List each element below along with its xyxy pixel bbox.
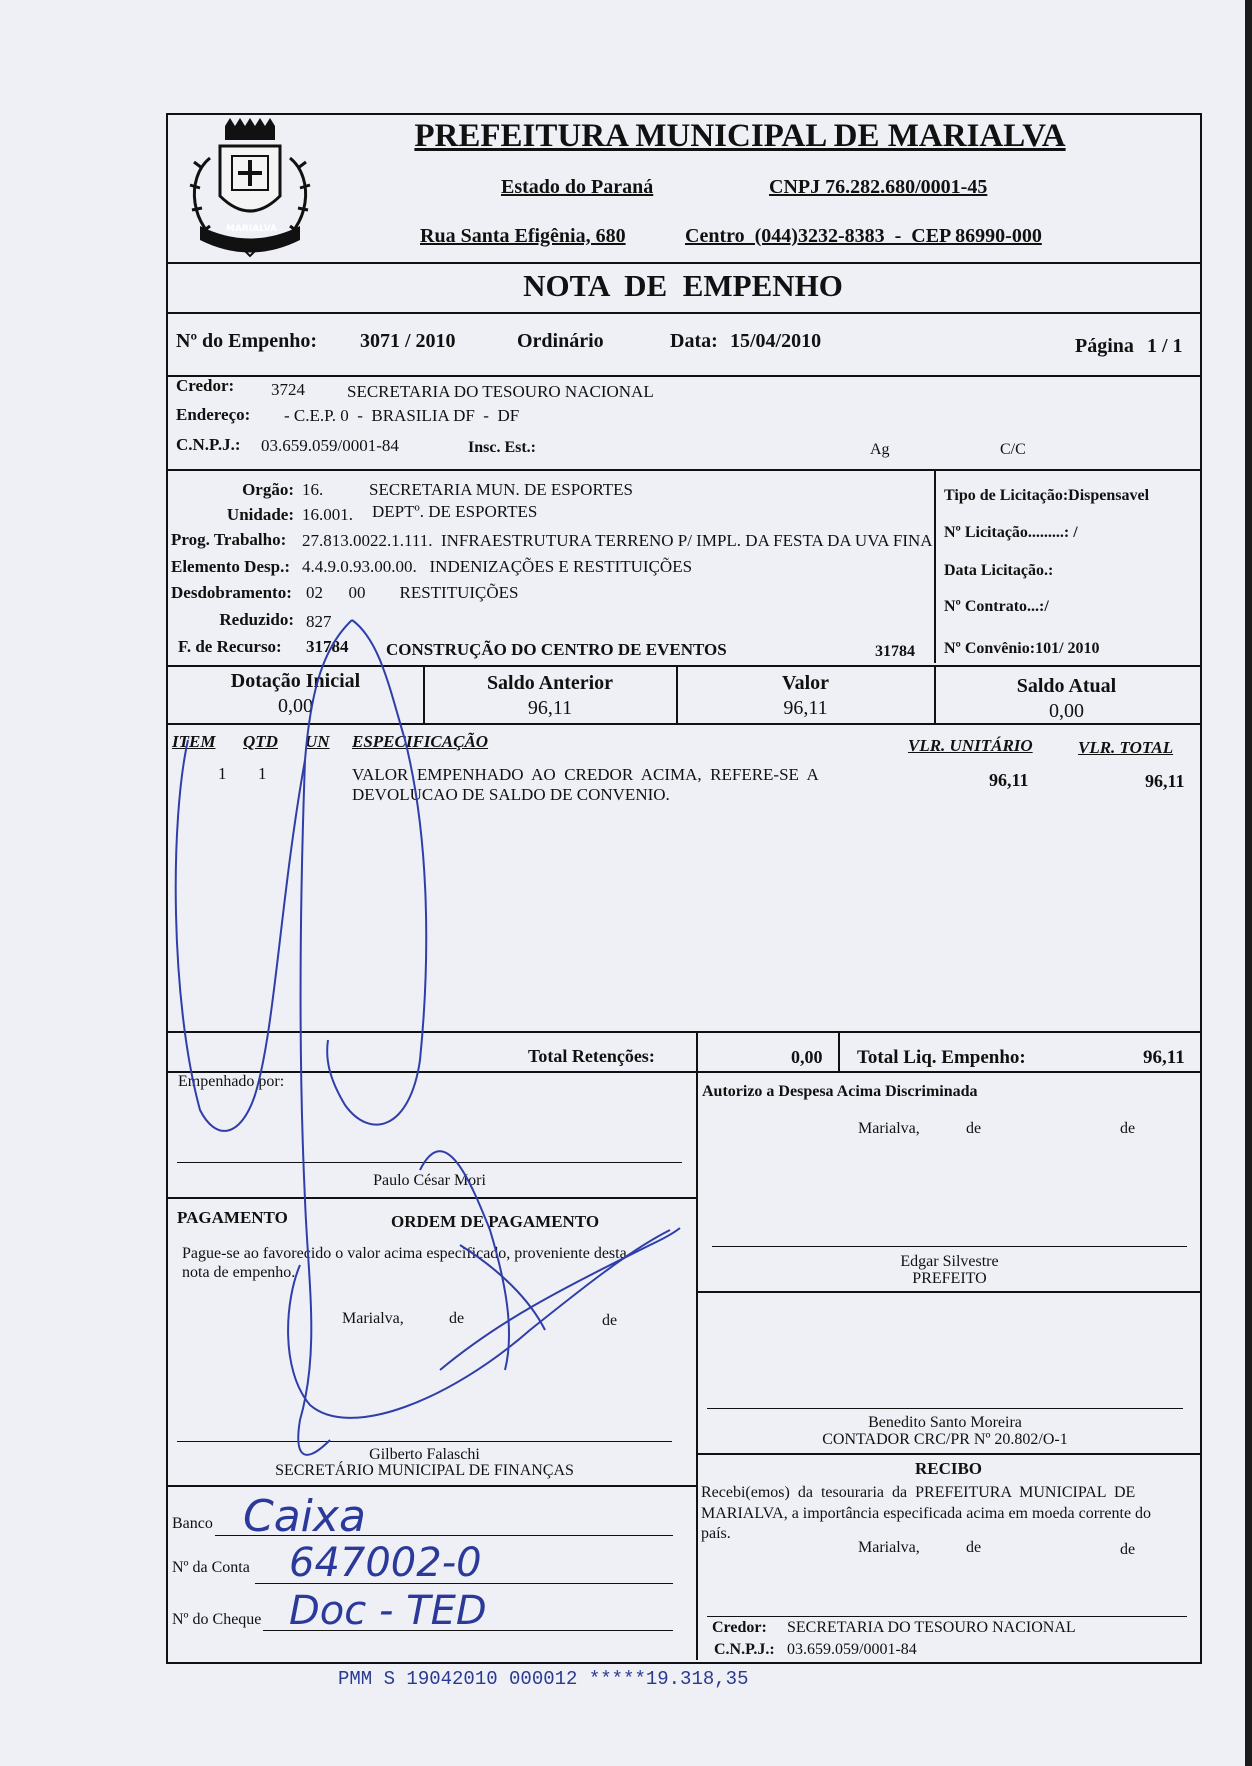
item-qtd: 1 — [258, 764, 267, 783]
empenhado-signer: Paulo César Mori — [373, 1172, 486, 1189]
recibo-cnpj-value: 03.659.059/0001-84 — [787, 1641, 917, 1658]
financas-role: SECRETÁRIO MUNICIPAL DE FINANÇAS — [275, 1462, 574, 1479]
reduzido-label: Reduzido: — [219, 610, 294, 629]
saldo-anterior-value: 96,11 — [527, 697, 573, 719]
col-vlr-unitario: VLR. UNITÁRIO — [908, 736, 1033, 755]
col-qtd: QTD — [243, 732, 278, 751]
valor-label: Valor — [781, 672, 830, 694]
cheque-handwritten: Doc - TED — [289, 1588, 487, 1634]
municipality-title: PREFEITURA MUNICIPAL DE MARIALVA — [414, 118, 1066, 154]
cheque-label: Nº do Cheque — [172, 1611, 262, 1628]
elemento-desp-label: Elemento Desp.: — [171, 557, 290, 576]
autorizo-de1: de — [966, 1120, 982, 1137]
pagamento-de1: de — [449, 1310, 465, 1327]
saldo-atual-value: 0,00 — [1049, 700, 1084, 722]
recibo-cnpj-label: C.N.P.J.: — [714, 1641, 775, 1658]
date-value: 15/04/2010 — [730, 330, 822, 352]
pagamento-city: Marialva, — [342, 1310, 404, 1327]
recibo-credor-label: Credor: — [712, 1619, 767, 1636]
municipality-cnpj: CNPJ 76.282.680/0001-45 — [769, 176, 988, 198]
crest-banner-text: MARIALVA — [226, 224, 277, 234]
unidade-label: Unidade: — [226, 505, 294, 524]
col-vlr-total: VLR. TOTAL — [1078, 738, 1174, 757]
recibo-city: Marialva, — [858, 1539, 920, 1556]
banco-label: Banco — [172, 1515, 213, 1532]
numero-contrato: Nº Contrato...:/ — [944, 598, 1049, 615]
pagamento-de2: de — [602, 1312, 618, 1329]
total-retencoes-label: Total Retenções: — [528, 1046, 655, 1066]
reduzido-value: 827 — [306, 612, 332, 631]
saldo-anterior-label: Saldo Anterior — [486, 672, 614, 694]
unidade-name: DEPTº. DE ESPORTES — [372, 502, 538, 521]
credor-name: SECRETARIA DO TESOURO NACIONAL — [347, 382, 654, 401]
total-liq-label: Total Liq. Empenho: — [857, 1047, 1026, 1068]
machine-stamp: PMM S 19042010 000012 *****19.318,35 — [338, 1668, 749, 1690]
desdobramento-label: Desdobramento: — [171, 583, 292, 602]
agency-label: Ag — [870, 441, 890, 458]
total-liq-value: 96,11 — [1143, 1047, 1185, 1068]
account-label: C/C — [1000, 441, 1026, 458]
col-item: ITEM — [172, 732, 216, 751]
banco-handwritten: Caixa — [243, 1491, 366, 1542]
orgao-code: 16. — [302, 480, 324, 499]
recibo-text-1: Recebi(emos) da tesouraria da PREFEITURA MUNICIPAL DE — [701, 1484, 1136, 1501]
credor-cnpj-value: 03.659.059/0001-84 — [261, 436, 399, 455]
autorizo-label: Autorizo a Despesa Acima Discriminada — [702, 1083, 978, 1100]
item-number: 1 — [218, 764, 227, 783]
credor-cnpj-label: C.N.P.J.: — [176, 435, 241, 454]
document-title: NOTA DE EMPENHO — [523, 268, 843, 303]
total-retencoes-value: 0,00 — [791, 1047, 823, 1067]
recibo-de2: de — [1120, 1541, 1136, 1558]
saldo-atual-label: Saldo Atual — [1016, 675, 1117, 697]
pagamento-text-1: Pague-se ao favorecido o valor acima especificado, proveniente desta — [182, 1245, 627, 1262]
recibo-de1: de — [966, 1539, 982, 1556]
contador-role: CONTADOR CRC/PR Nº 20.802/O-1 — [822, 1431, 1068, 1448]
numero-convenio: Nº Convênio:101/ 2010 — [944, 640, 1100, 657]
conta-label: Nº da Conta — [172, 1559, 250, 1576]
data-licitacao: Data Licitação.: — [944, 562, 1054, 579]
prefeito-role: PREFEITO — [912, 1270, 987, 1287]
credor-code: 3724 — [271, 380, 305, 399]
unidade-code: 16.001. — [302, 505, 353, 524]
item-espec-line2: DEVOLUCAO DE SALDO DE CONVENIO. — [352, 785, 670, 804]
date-label: Data: — [670, 330, 718, 352]
financas-signer: Gilberto Falaschi — [369, 1446, 480, 1463]
recibo-title: RECIBO — [914, 1459, 983, 1478]
empenho-type: Ordinário — [517, 330, 604, 352]
recibo-credor-value: SECRETARIA DO TESOURO NACIONAL — [787, 1619, 1076, 1636]
scan-edge — [1245, 0, 1252, 1766]
recibo-text-3: país. — [701, 1525, 731, 1542]
page-value: 1 / 1 — [1147, 335, 1183, 357]
empenho-number: 3071 / 2010 — [360, 330, 456, 352]
recurso-name: CONSTRUÇÃO DO CENTRO DE EVENTOS — [386, 640, 727, 659]
empenho-label: Nº do Empenho: — [176, 330, 318, 352]
col-especificacao: ESPECIFICAÇÃO — [352, 732, 489, 751]
municipality-address: Rua Santa Efigênia, 680 — [420, 225, 626, 247]
item-vlr-total: 96,11 — [1145, 771, 1185, 791]
col-un: UN — [305, 732, 330, 751]
endereco-label: Endereço: — [176, 405, 251, 424]
endereco-value: - C.E.P. 0 - BRASILIA DF - DF — [284, 406, 520, 425]
autorizo-city: Marialva, — [858, 1120, 920, 1137]
dotacao-inicial-label: Dotação Inicial — [230, 670, 361, 692]
tipo-licitacao: Tipo de Licitação:Dispensavel — [944, 487, 1150, 504]
recurso-label: F. de Recurso: — [178, 637, 282, 656]
elemento-desp-value: 4.4.9.0.93.00.00. INDENIZAÇÕES E RESTITUIÇÕES — [302, 557, 693, 576]
insc-est-label: Insc. Est.: — [468, 439, 537, 456]
conta-handwritten: 647002-0 — [289, 1540, 482, 1586]
municipality-contact: Centro (044)3232-8383 - CEP 86990-000 — [685, 225, 1042, 247]
contador-signer: Benedito Santo Moreira — [868, 1414, 1022, 1431]
prog-trabalho-label: Prog. Trabalho: — [171, 530, 287, 549]
page-label: Página — [1075, 335, 1134, 357]
municipal-crest — [180, 108, 320, 258]
orgao-label: Orgão: — [242, 480, 294, 499]
prog-trabalho-value: 27.813.0022.1.111. INFRAESTRUTURA TERRENO P/ IMPL. DA FESTA DA UVA FINA — [302, 531, 933, 550]
recurso-code: 31784 — [306, 637, 349, 656]
recurso-code-right: 31784 — [875, 643, 915, 660]
numero-licitacao: Nº Licitação.........: / — [944, 524, 1078, 541]
ordem-pagamento-label: ORDEM DE PAGAMENTO — [391, 1212, 600, 1231]
credor-label: Credor: — [176, 376, 235, 395]
prefeito-name: Edgar Silvestre — [900, 1253, 999, 1270]
desdobramento-value: 02 00 RESTITUIÇÕES — [306, 583, 519, 602]
pagamento-label: PAGAMENTO — [177, 1208, 288, 1227]
empenhado-label: Empenhado por: — [178, 1073, 285, 1090]
orgao-name: SECRETARIA MUN. DE ESPORTES — [369, 480, 633, 499]
item-espec-line1: VALOR EMPENHADO AO CREDOR ACIMA, REFERE-SE A — [352, 765, 819, 784]
valor-value: 96,11 — [783, 697, 828, 719]
autorizo-de2: de — [1120, 1120, 1136, 1137]
item-vlr-unitario: 96,11 — [989, 770, 1029, 790]
state-name: Estado do Paraná — [501, 176, 654, 198]
recibo-text-2: MARIALVA, a importância especificada acima em moeda corrente do — [701, 1505, 1152, 1522]
pagamento-text-2: nota de empenho. — [182, 1264, 296, 1281]
dotacao-inicial-value: 0,00 — [278, 695, 313, 717]
